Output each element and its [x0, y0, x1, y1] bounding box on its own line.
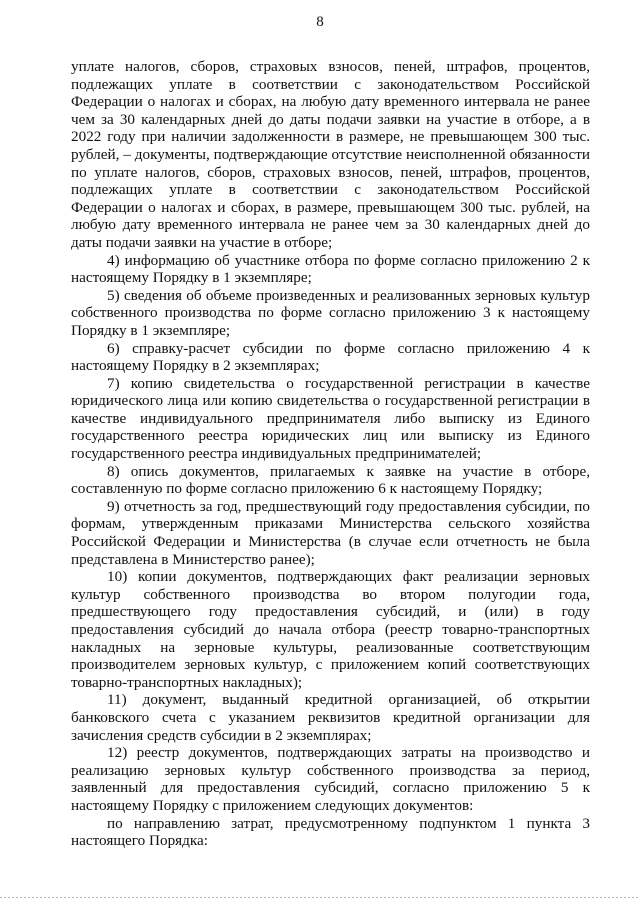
list-item-6: 6) справку-расчет субсидии по форме согласно приложению 4 к настоящему Порядку в 2 экземплярах;: [71, 339, 590, 375]
paragraph-direction-of-costs: по направлению затрат, предусмотренному подпунктом 1 пункта 3 настоящего Порядка:: [71, 814, 590, 850]
list-item-11: 11) документ, выданный кредитной организацией, об открытии банковского счета с указанием реквизитов кредитной организации для зачисления средств субсидии в 2 экземплярах;: [71, 691, 590, 744]
list-item-4: 4) информацию об участнике отбора по форме согласно приложению 2 к настоящему Порядку в 1 экземпляре;: [71, 251, 590, 287]
list-item-9: 9) отчетность за год, предшествующий году предоставления субсидии, по формам, утвержденным приказами Министерства сельского хозяйства Российской Федерации и Министерства (в случае если отчетность не была представлена в Министерство ранее);: [71, 497, 590, 568]
list-item-12: 12) реестр документов, подтверждающих затраты на производство и реализацию зерновых культур собственного производства за период, заявленный для предоставления субсидий, согласно приложению 5 к настоящему Порядку с приложением следующих документов:: [71, 744, 590, 814]
page-number: 8: [316, 14, 324, 30]
document-body: [71, 58, 590, 850]
list-item-7: 7) копию свидетельства о государственной регистрации в качестве юридического лица или копию свидетельства о государственной регистрации в качестве индивидуального предпринимателя либо выписку из Единого государственного реестра юридических лиц или выписку из Единого государственного реестра индивидуальных предпринимателей;: [71, 374, 590, 463]
list-item-5: 5) сведения об объеме произведенных и реализованных зерновых культур собственного производства по форме согласно приложению 3 к настоящему Порядку в 1 экземпляре;: [71, 286, 590, 339]
list-item-8: 8) опись документов, прилагаемых к заявке на участие в отборе, составленную по форме согласно приложению 6 к настоящему Порядку;: [71, 462, 590, 498]
bottom-edge-rule: [0, 897, 640, 898]
paragraph-continuation: уплате налогов, сборов, страховых взносов, пеней, штрафов, процентов, подлежащих уплате в соответствии с законодательством Российской Федерации о налогах и сборах, на любую дату временного интервала не ранее чем за 30 календарных дней до даты подачи заявки на участие в отборе, а в 2022 году при наличии задолженности в размере, не превышающем 300 тыс. рублей, – документы, подтверждающие отсутствие неисполненной обязанности по уплате налогов, сборов, страховых взносов, пеней, штрафов, процентов, подлежащих уплате в соответствии с законодательством Российской Федерации о налогах и сборах, в размере, превышающем 300 тыс. рублей, на любую дату временного интервала не ранее чем за 30 календарных дней до даты подачи заявки на участие в отборе;: [71, 58, 590, 251]
list-item-10: 10) копии документов, подтверждающих факт реализации зерновых культур собственного производства во втором полугодии года, предшествующего году предоставления субсидий, и (или) в году предоставления субсидий до начала отбора (реестр товарно-транспортных накладных на зерновые культуры, реализованные соответствующим производителем зерновых культур, с приложением копий соответствующих товарно-транспортных накладных);: [71, 568, 590, 691]
